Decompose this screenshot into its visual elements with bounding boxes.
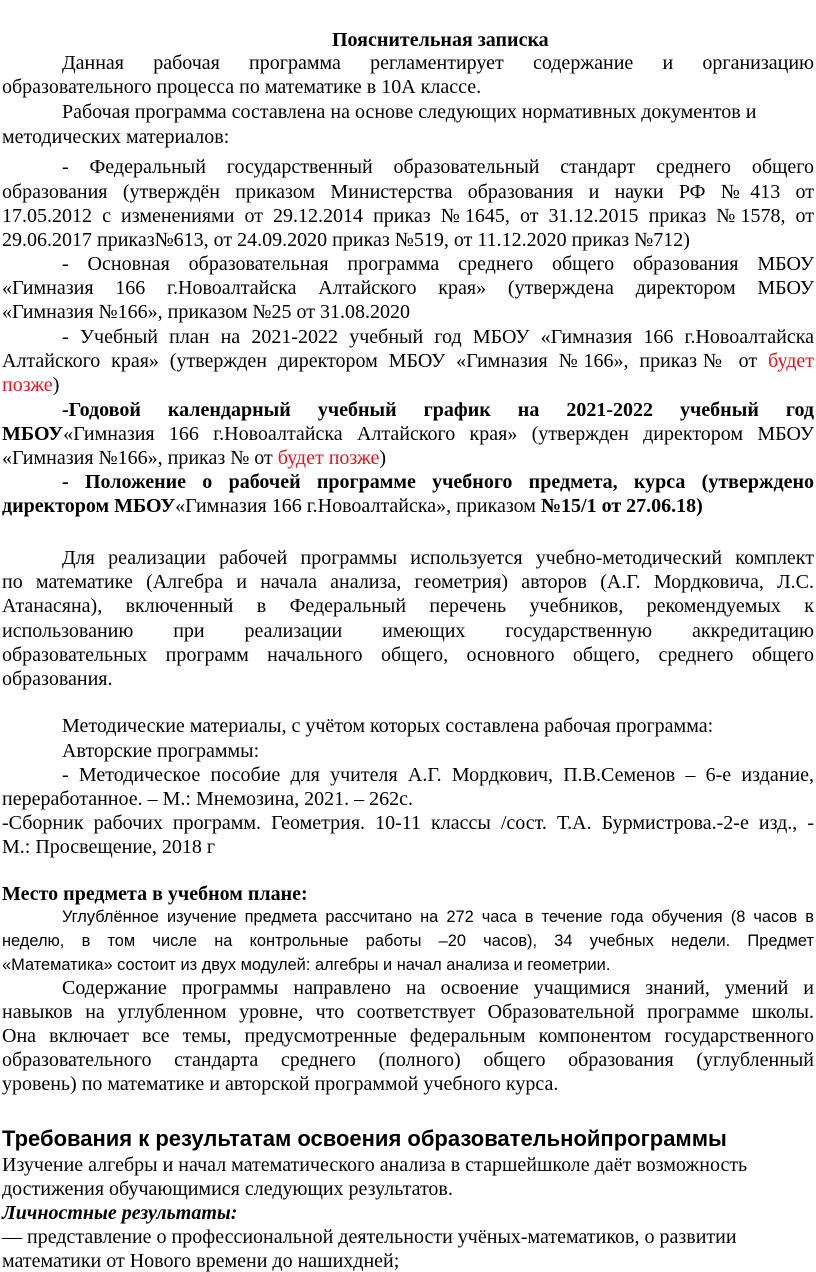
- content-line: уровень) по математике и авторской программой учебного курса.: [2, 1073, 559, 1095]
- methods-line: Авторские программы:: [62, 740, 260, 762]
- umk-line: Атанасяна), включенный в Федеральный перечень учебников, рекомендуемых к: [2, 595, 814, 617]
- intro-line: методических материалов:: [2, 126, 230, 148]
- regulation-line: - Положение о рабочей программе учебного предмета, курса (утверждено: [62, 471, 814, 493]
- fgos-line: 17.05.2012 с изменениями от 29.12.2014 приказ №1645, от 31.12.2015 приказ №1578, от: [2, 205, 814, 227]
- plan-red-note: позже: [2, 374, 53, 396]
- content-line: Она включает все темы, предусмотренные федеральным компонентом государственного: [2, 1025, 814, 1047]
- umk-line: образования.: [2, 668, 113, 690]
- plan-line: Алтайского края» (утвержден директором МБОУ «Гимназия №166», приказ№ от будет: [2, 350, 814, 372]
- personal-results-line: — представление о профессиональной деятельности учёных-математиков, о развитии: [2, 1226, 737, 1248]
- fgos-line: 29.06.2017 приказ№613, от 24.09.2020 приказ №519, от 11.12.2020 приказ №712): [2, 229, 690, 251]
- page-title: Пояснительная записка: [332, 29, 549, 51]
- methods-line: М.: Просвещение, 2018 г: [2, 836, 216, 858]
- place-line: неделю, в том числе на контрольные работы –20 часов), 34 учебных недели. Предмет: [2, 932, 814, 950]
- requirements-line: достижения обучающимися следующих результатов.: [2, 1178, 453, 1200]
- requirements-heading: Требования к результатам освоения образовательнойпрограммы: [2, 1126, 727, 1151]
- personal-results-line: математики от Нового времени до нашихдней;: [2, 1250, 400, 1272]
- calendar-line: «Гимназия №166», приказ № от будет позже): [2, 447, 387, 469]
- calendar-red-note: будет позже: [277, 447, 380, 469]
- plan-line: позже): [2, 374, 60, 396]
- methods-line: Методические материалы, с учётом которых составлена рабочая программа:: [62, 715, 714, 737]
- personal-results-heading: Личностные результаты:: [2, 1202, 238, 1224]
- methods-line: -Сборник рабочих программ. Геометрия. 10-11 классы /сост. Т.А. Бурмистрова.-2-е изд., -: [2, 812, 814, 834]
- regulation-line: директором МБОУ«Гимназия 166 г.Новоалтайска», приказом №15/1 от 27.06.18): [2, 495, 703, 517]
- calendar-line: МБОУ«Гимназия 166 г.Новоалтайска Алтайского края» (утвержден директором МБОУ: [2, 423, 814, 445]
- oop-line: «Гимназия 166 г.Новоалтайска Алтайского края» (утверждена директором МБОУ: [2, 277, 814, 299]
- intro-line: Данная рабочая программа регламентирует содержание и организацию: [62, 52, 814, 74]
- place-line: «Математика» состоит из двух модулей: алгебры и начал анализа и геометрии.: [2, 956, 611, 974]
- plan-red-note: будет: [768, 350, 814, 372]
- intro-line: Рабочая программа составлена на основе следующих нормативных документов и: [62, 101, 757, 123]
- fgos-line: образования (утверждён приказом Министерства образования и науки РФ №413 от: [2, 181, 814, 203]
- requirements-line: Изучение алгебры и начал математического анализа в старшейшколе даёт возможность: [2, 1154, 748, 1176]
- content-line: навыков на углубленном уровне, что соответствует Образовательной программе школы.: [2, 1001, 814, 1023]
- plan-line: - Учебный план на 2021-2022 учебный год МБОУ «Гимназия 166 г.Новоалтайска: [62, 326, 814, 348]
- methods-line: переработанное. – М.: Мнемозина, 2021. – 262с.: [2, 788, 414, 810]
- umk-line: Для реализации рабочей программы используется учебно-методический комплект: [62, 547, 814, 569]
- intro-line: образовательного процесса по математике в 10А классе.: [2, 76, 482, 98]
- content-line: образовательного стандарта среднего (полного) общего образования (углубленный: [2, 1049, 814, 1071]
- fgos-line: - Федеральный государственный образовательный стандарт среднего общего: [62, 156, 814, 178]
- umk-line: по математике (Алгебра и начала анализа, геометрия) авторов (А.Г. Мордковича, Л.С.: [2, 571, 814, 593]
- oop-line: «Гимназия №166», приказом №25 от 31.08.2020: [2, 301, 410, 323]
- place-heading: Место предмета в учебном плане:: [2, 883, 308, 905]
- oop-line: - Основная образовательная программа среднего общего образования МБОУ: [62, 253, 814, 275]
- calendar-line: -Годовой календарный учебный график на 2021-2022 учебный год: [62, 399, 814, 421]
- umk-line: использованию при реализации имеющих государственную аккредитацию: [2, 620, 814, 642]
- content-line: Содержание программы направлено на освоение учащимися знаний, умений и: [62, 977, 814, 999]
- umk-line: образовательных программ начального общего, основного общего, среднего общего: [2, 644, 814, 666]
- place-line: Углублённое изучение предмета рассчитано на 272 часа в течение года обучения (8 часов в: [62, 908, 814, 926]
- methods-line: - Методическое пособие для учителя А.Г. Мордкович, П.В.Семенов – 6-е издание,: [62, 764, 814, 786]
